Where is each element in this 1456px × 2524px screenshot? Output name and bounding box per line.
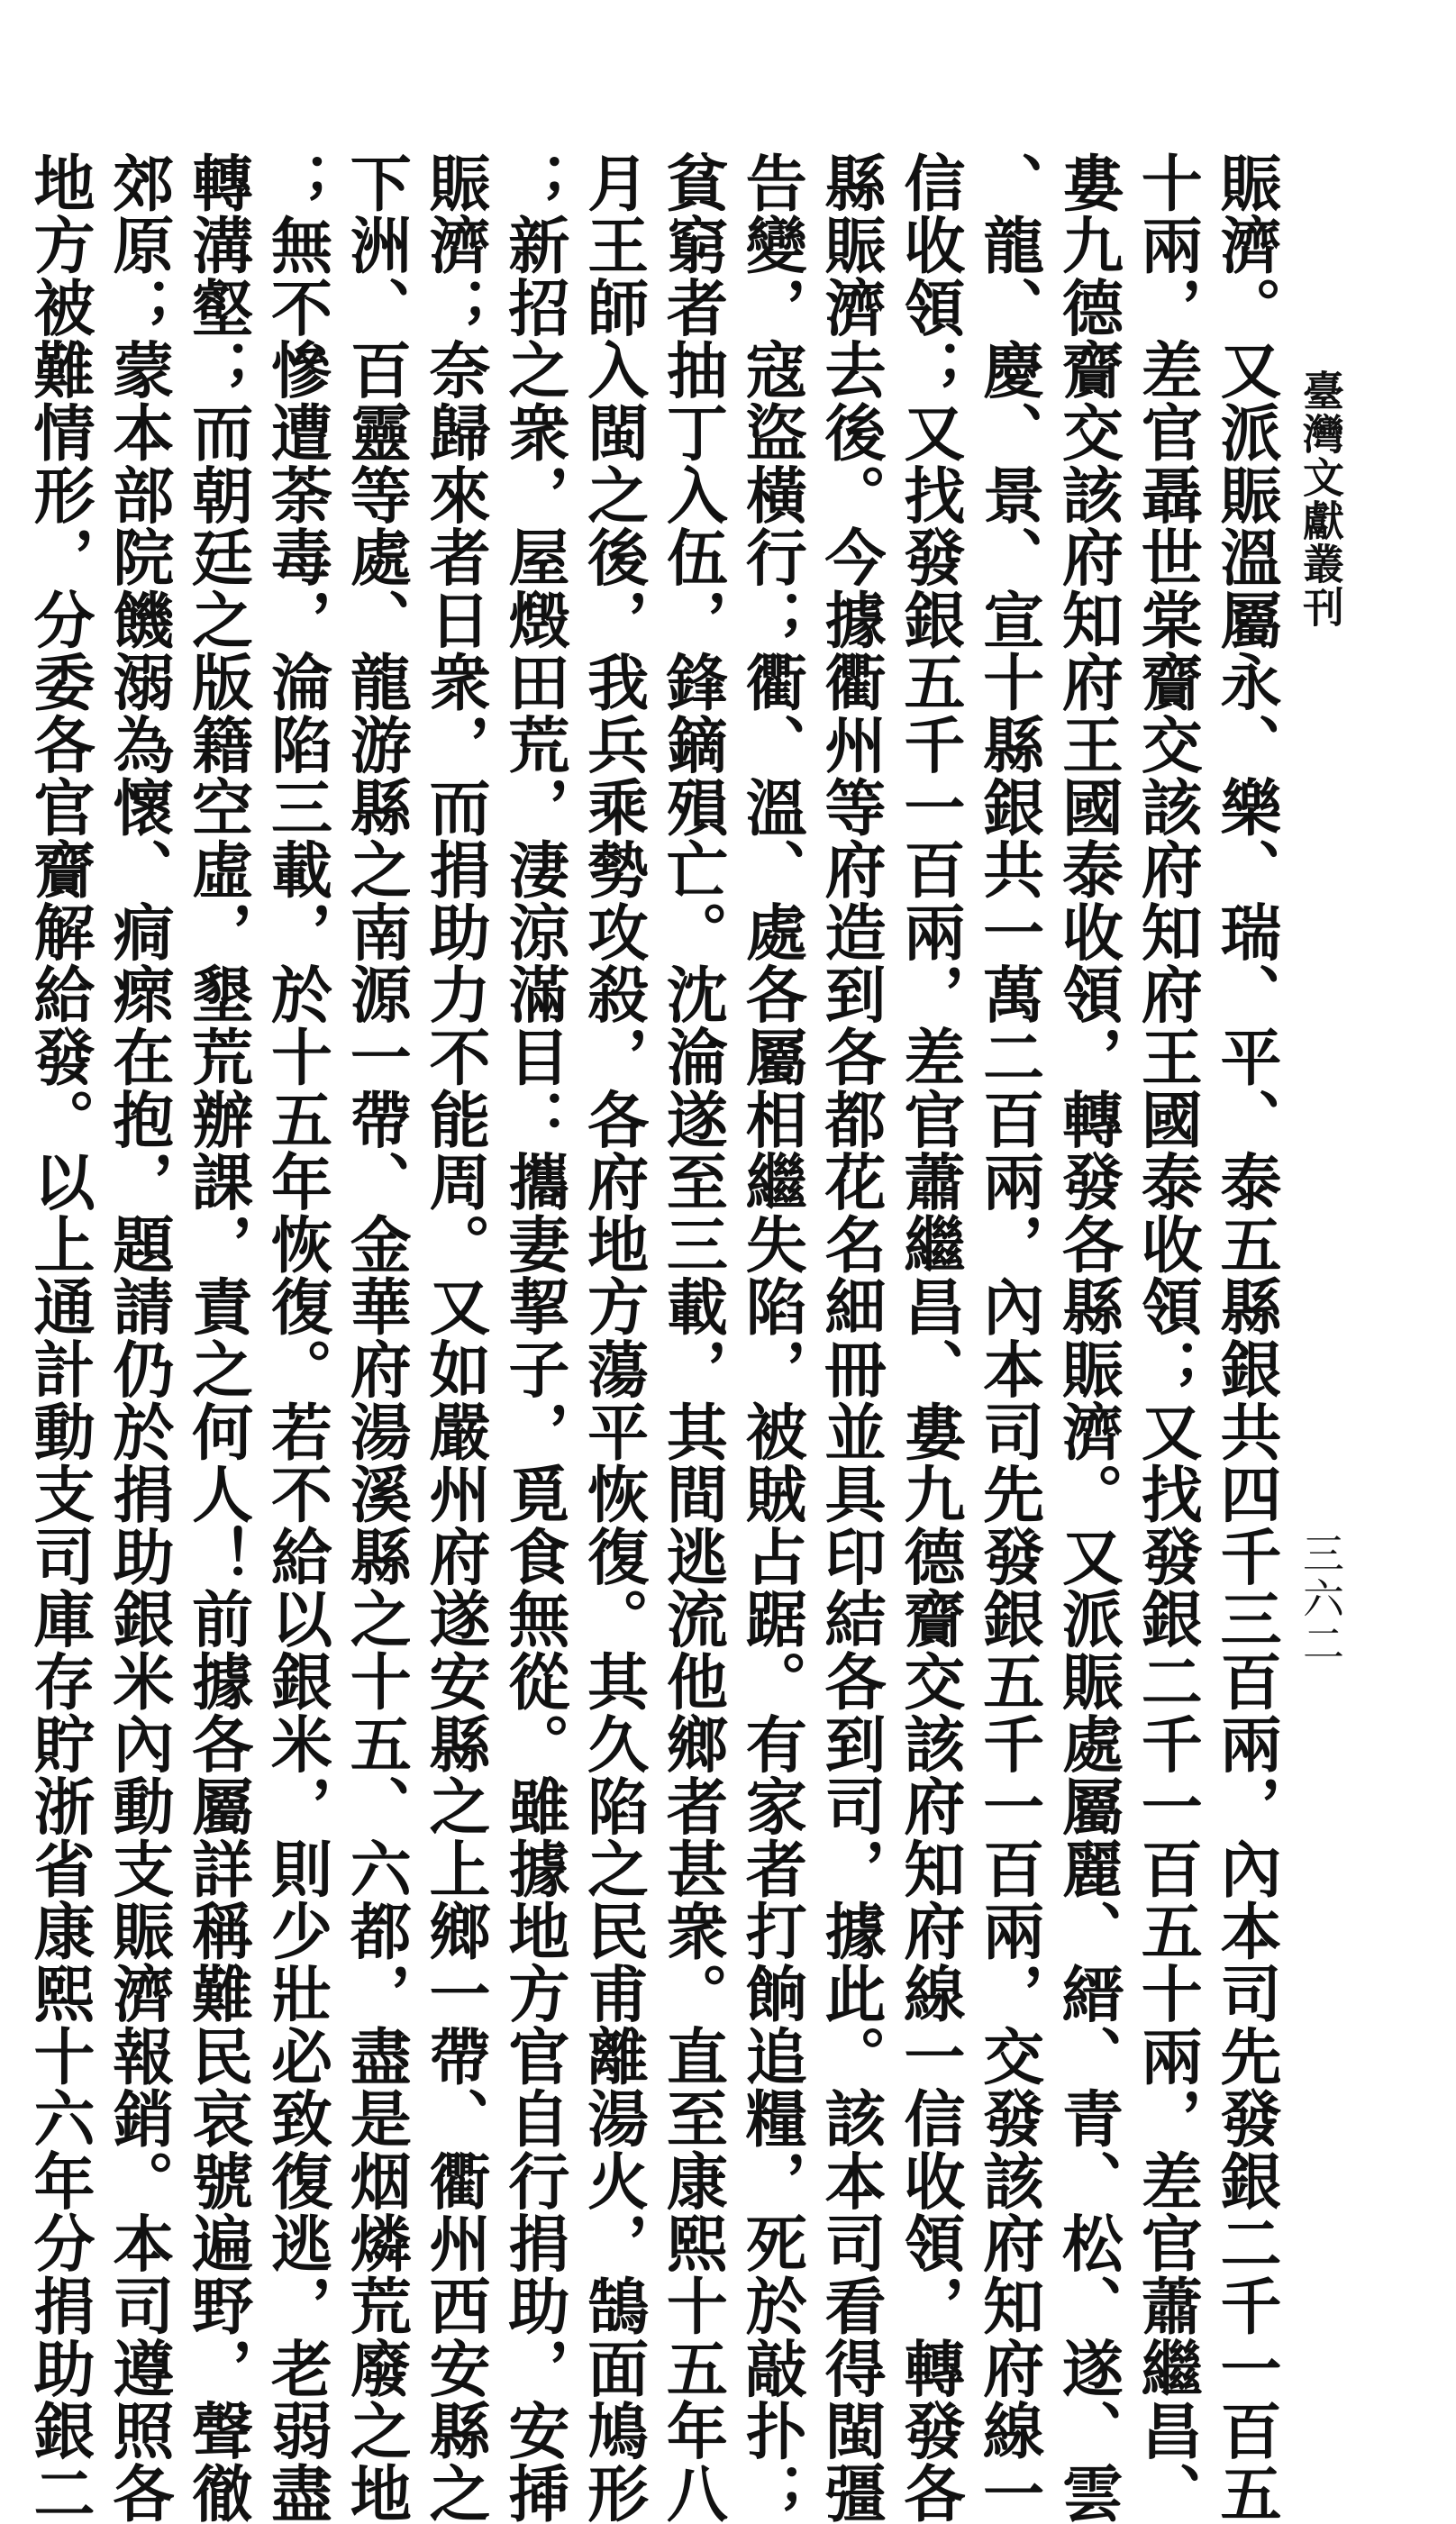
text-column: 婁九德齎交該府知府王國泰收領，轉發各縣賑濟。又派賑處屬麗、縉、青、松、遂、雲 xyxy=(1051,151,1124,2524)
text-column: 、龍、慶、景、宣十縣銀共一萬二百兩，內本司先發銀五千一百兩，交發該府知府線一 xyxy=(972,151,1045,2524)
text-column: 轉溝壑；而朝廷之版籍空虛，墾荒辦課，責之何人！前據各屬詳稱難民哀號遍野，聲徹 xyxy=(181,151,254,2524)
text-column: 十兩，差官聶世棠齎交該府知府王國泰收領；又找發銀二千一百五十兩，差官蕭繼昌、 xyxy=(1131,151,1204,2524)
text-column: 賑濟；奈歸來者日衆，而捐助力不能周。又如嚴州府遂安縣之上鄉一帶、衢州西安縣之 xyxy=(419,151,492,2524)
page-number: 三六二 xyxy=(1297,1532,1345,1667)
text-column: 貧窮者抽丁入伍，鋒鏑殞亡。沈淪遂至三載，其間逃流他鄉者甚衆。直至康熙十五年八 xyxy=(656,151,729,2524)
text-column: 信收領；又找發銀五千一百兩，差官蕭繼昌、婁九德齎交該府知府線一信收領，轉發各 xyxy=(893,151,966,2524)
text-column: 縣賑濟去後。今據衢州等府造到各都花名細冊並具印結各到司，據此。該本司看得閩彊 xyxy=(814,151,887,2524)
text-column: 告變，寇盜橫行；衢、溫、處各屬相繼失陷，被賊占踞。有家者打餉追糧，死於敲扑； xyxy=(735,151,808,2524)
text-column: 下洲、百靈等處、龍游縣之南源一帶、金華府湯溪縣之十五、六都，盡是烟燐荒廢之地 xyxy=(340,151,413,2524)
text-column: ；新招之衆，屋燬田荒，淒涼滿目：攜妻挈子，覓食無從。雖據地方官自行捐助，安揷 xyxy=(497,151,570,2524)
text-column: ；無不慘遭荼毒，淪陷三載，於十五年恢復。若不給以銀米，則少壯必致復逃，老弱盡 xyxy=(260,151,333,2524)
text-column: 地方被難情形，分委各官齎解給發。以上通計動支司庫存貯浙省康熙十六年分捐助銀二 xyxy=(23,151,96,2524)
text-column: 月王師入閩之後，我兵乘勢攻殺，各府地方蕩平恢復。其久陷之民甫離湯火，鵠面鳩形 xyxy=(577,151,650,2524)
text-column: 賑濟。又派賑溫屬永、樂、瑞、平、泰五縣銀共四千三百兩，內本司先發銀二千一百五 xyxy=(1210,151,1282,2524)
running-header-title: 臺灣文獻叢刊 xyxy=(1297,369,1345,629)
body-text xyxy=(23,151,1285,2524)
text-column: 郊原；蒙本部院饑溺為懷、痌瘝在抱，題請仍於捐助銀米內動支賑濟報銷。本司遵照各 xyxy=(102,151,175,2524)
